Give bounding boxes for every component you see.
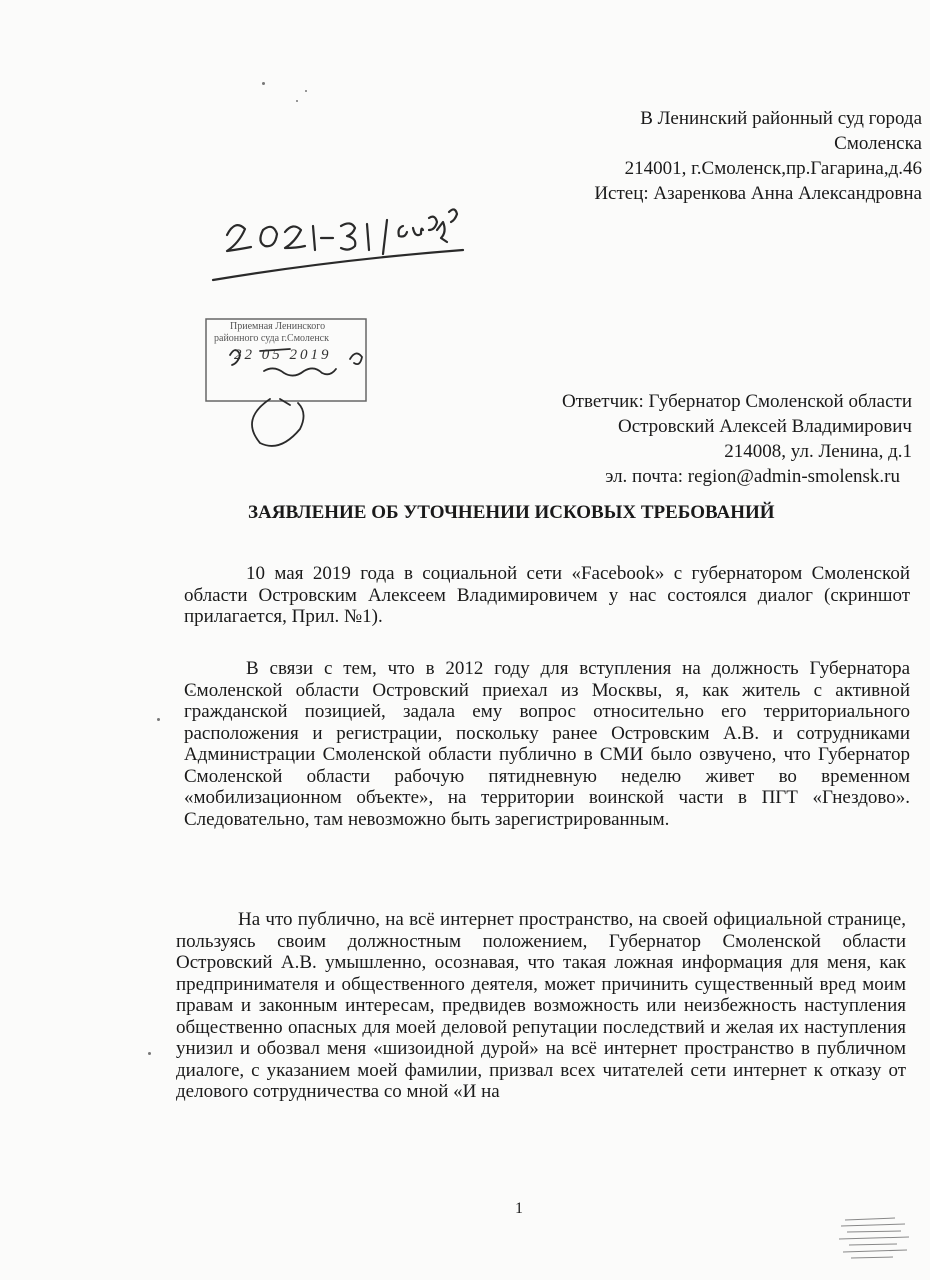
paragraph-3: На что публично, на всё интернет пространство, на своей официальной странице, пользуясь своим должностным положением, Губернатор Смоленской области Островский А.В. умышленно, осознавая, что такая ложная информация для меня, как предпринимателя и общественного деятеля, может причинить существенный вред моим правам и законным интересам, предвидев возможность или неизбежность наступления общественно опасных для моей деловой репутации последствий и желая их наступления унизил и обозвал меня «шизоидной дурой» на всё интернет пространство в публичном диалоге, с указанием моей фамилии, призвал всех читателей сети интернет к отказу от делового сотрудничества со мной «И на [176,909,906,1102]
stamp-date: 22 05 2019 [234,347,332,363]
scan-speck [262,82,265,85]
scan-speck [157,718,160,721]
court-city: Смоленска [834,133,922,154]
document-title: ЗАЯВЛЕНИЕ ОБ УТОЧНЕНИИ ИСКОВЫХ ТРЕБОВАНИЙ [248,502,775,523]
scan-speck [296,100,298,102]
handwritten-case-number [205,190,495,290]
defendant-title: Ответчик: Губернатор Смоленской области [561,391,912,412]
defendant-block [562,389,912,489]
defendant-email: эл. почта: region@admin-smolensk.ru [605,466,900,487]
scan-speck [148,1052,151,1055]
defendant-name: Островский Алексей Владимирович [617,416,912,437]
addressee-block [594,106,922,206]
plaintiff: Истец: Азаренкова Анна Александровна [594,183,922,204]
stamp-line-2: районного суда г.Смоленск [214,333,329,344]
scan-speck [305,90,307,92]
stamp-line-1: Приемная Ленинского [230,321,326,332]
reception-stamp [200,315,400,455]
court-address: 214001, г.Смоленск,пр.Гагарина,д.46 [624,158,922,179]
scan-artifact [835,1212,915,1267]
paragraph-2: В связи с тем, что в 2012 году для вступления на должность Губернатора Смоленской области Островский приехал из Москвы, я, как житель с активной гражданской позицией, задала ему вопрос относительно его территориального расположения и регистрации, поскольку ранее Островским А.В. и сотрудниками Администрации Смоленской области публично в СМИ было озвучено, что Губернатор Смоленской области рабочую пятидневную неделю живет во временном «мобилизационном объекте», на территории воинской части в ПГТ «Гнездово». Следовательно, там невозможно быть зарегистрированным. [184,658,910,830]
page-number: 1 [515,1200,523,1217]
defendant-address: 214008, ул. Ленина, д.1 [724,441,912,462]
court-name: В Ленинский районный суд города [640,108,922,129]
paragraph-1: 10 мая 2019 года в социальной сети «Facebook» с губернатором Смоленской области Островским Алексеем Владимировичем у нас состоялся диалог (скриншот прилагается, Прил. №1). [184,563,910,627]
